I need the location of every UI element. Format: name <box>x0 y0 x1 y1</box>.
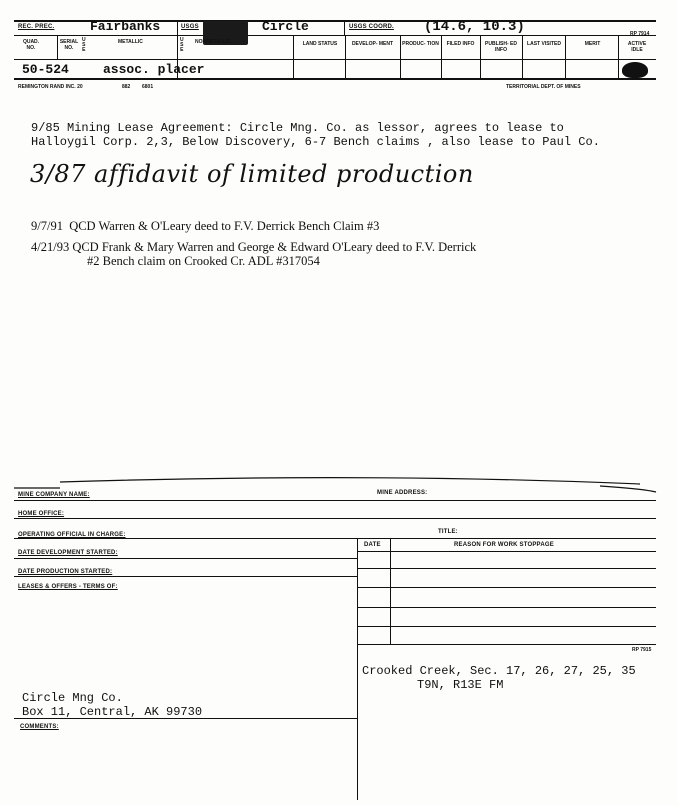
company-address: Box 11, Central, AK 99730 <box>22 705 203 719</box>
usgs-name-label: USGS <box>181 24 199 30</box>
production-label: PRODUC- TION <box>402 41 439 47</box>
published-info-label: PUBLISH- ED INFO <box>485 41 517 53</box>
company-name: Circle Mng Co. <box>22 691 123 705</box>
leases-offers-label: LEASES & OFFERS - TERMS OF: <box>18 584 118 590</box>
merit-label: MERIT <box>584 41 601 47</box>
usgs-coord-value: (14.6, 10.3) <box>424 19 525 35</box>
usgs-name-value: Circle <box>262 19 309 34</box>
metallic-value: assoc. placer <box>103 62 205 77</box>
reason-col-label: REASON FOR WORK STOPPAGE <box>454 542 554 548</box>
location-line-2: T9N, R13E FM <box>417 678 504 692</box>
rec-prec-value: Fairbanks <box>90 19 161 34</box>
operating-official-label: OPERATING OFFICIAL IN CHARGE: <box>18 532 126 538</box>
nonmetallic-letters: U S E <box>180 37 184 53</box>
handwritten-note: 3/87 affidavit of limited production <box>30 160 474 188</box>
printer-num-1: 882 <box>122 84 131 90</box>
usgs-coord-label: USGS COORD. <box>349 24 394 30</box>
quad-label: QUAD. NO. <box>22 39 40 51</box>
entry-line-4: 4/21/93 QCD Frank & Mary Warren and George & Edward O'Leary deed to F.V. Derrick <box>31 240 477 254</box>
use-letters: U S E <box>82 37 86 53</box>
metallic-label: METALLIC <box>118 39 143 45</box>
footer-separator <box>0 470 678 500</box>
serial-value: 50-524 <box>22 62 69 77</box>
entry-line-1: 9/85 Mining Lease Agreement: Circle Mng. Co. as lessor, agrees to lease to <box>31 121 564 135</box>
territorial-label: TERRITORIAL DEPT. OF MINES <box>506 84 581 90</box>
serial-label: SERIAL NO. <box>59 39 79 51</box>
land-status-label: LAND STATUS <box>302 41 338 47</box>
form-number-bottom: RP 7915 <box>632 647 652 653</box>
entry-line-5: #2 Bench claim on Crooked Cr. ADL #317054 <box>87 254 320 268</box>
entry-line-2: Halloygil Corp. 2,3, Below Discovery, 6-7 Bench claims , also lease to Paul Co. <box>31 135 600 149</box>
active-idle-label: ACTIVE IDLE <box>627 41 647 53</box>
home-office-label: HOME OFFICE: <box>18 511 65 517</box>
date-production-label: DATE PRODUCTION STARTED: <box>18 569 113 575</box>
date-development-label: DATE DEVELOPMENT STARTED: <box>18 550 118 556</box>
date-col-label: DATE <box>364 542 381 548</box>
mine-company-label: MINE COMPANY NAME: <box>18 492 90 498</box>
last-visited-label: LAST VISITED <box>527 41 561 47</box>
location-line-1: Crooked Creek, Sec. 17, 26, 27, 25, 35 <box>362 664 636 678</box>
filed-info-label: FILED INFO <box>446 41 475 47</box>
printer-line: REMINGTON RAND INC. 20 <box>18 84 83 90</box>
mine-address-label: MINE ADDRESS: <box>377 490 428 496</box>
entry-line-3: 9/7/91 QCD Warren & O'Leary deed to F.V. Derrick Bench Claim #3 <box>31 219 380 233</box>
title-label: TITLE: <box>438 529 458 535</box>
comments-label: COMMENTS: <box>20 724 59 730</box>
rec-prec-label: REC. PREC. <box>18 24 55 30</box>
form-number-top: RP 7914 <box>630 31 650 37</box>
nonmetallic-label: NONMETALLIC <box>195 39 232 45</box>
printer-num-2: 6801 <box>142 84 154 90</box>
active-status-dot <box>622 62 648 78</box>
develop-label: DEVELOP- MENT <box>351 41 394 47</box>
